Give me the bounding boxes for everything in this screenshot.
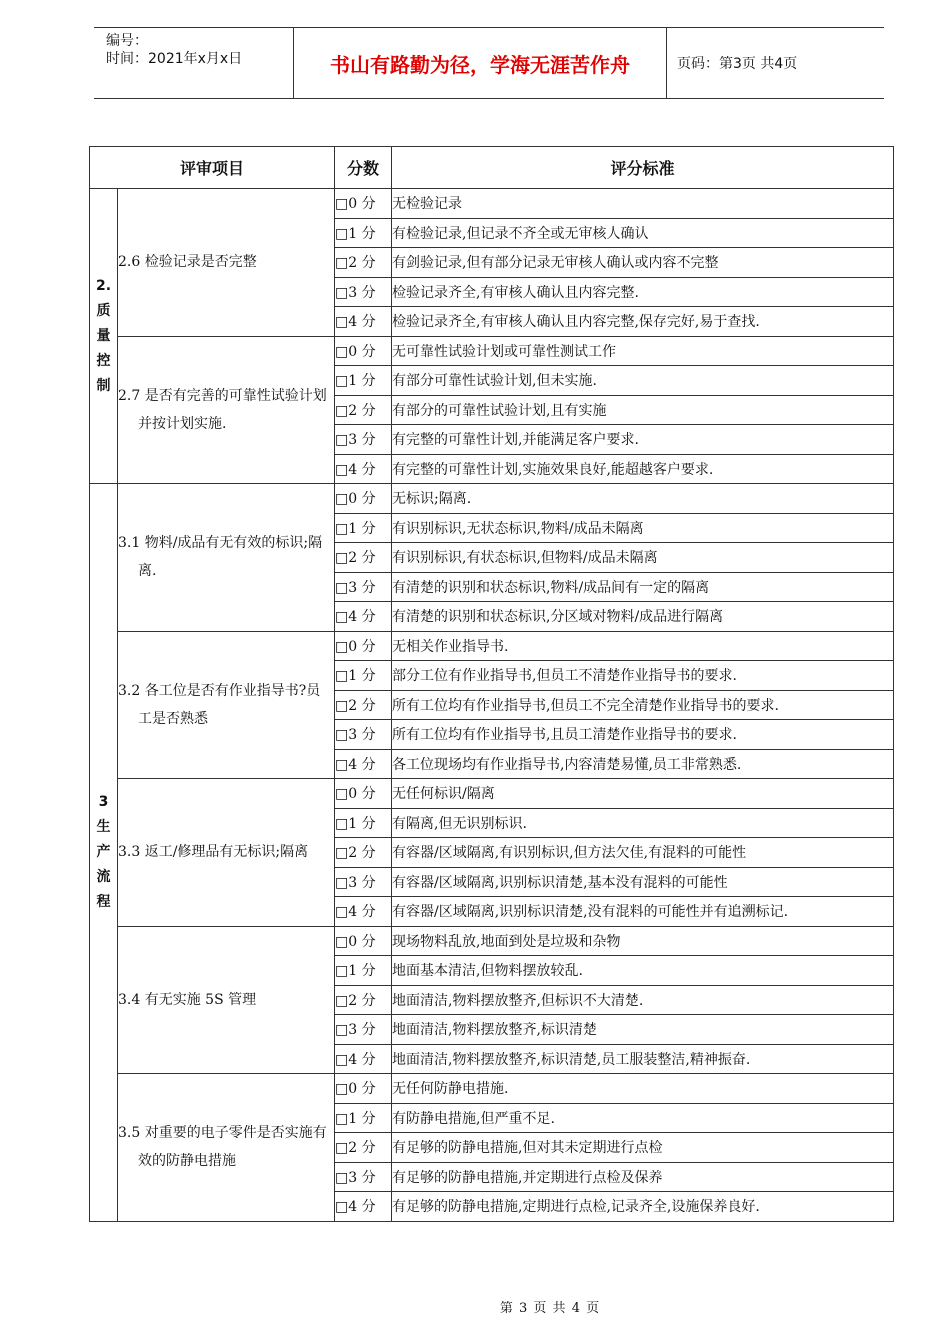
score-option: □4 分: [335, 1192, 392, 1222]
score-option: □3 分: [335, 425, 392, 455]
score-option: □4 分: [335, 307, 392, 337]
criteria-text: 有隔离,但无识别标识.: [392, 808, 894, 838]
score-option: □3 分: [335, 1015, 392, 1045]
table-row: [90, 336, 894, 366]
review-item-cell: [118, 189, 335, 337]
table-header-row: [90, 147, 894, 189]
score-option: □2 分: [335, 1133, 392, 1163]
review-item-title: 3.4 有无实施 5S 管理: [118, 991, 257, 1008]
criteria-text: 有识别标识,无状态标识,物料/成品未隔离: [392, 513, 894, 543]
score-option: □3 分: [335, 572, 392, 602]
score-option: □3 分: [335, 867, 392, 897]
criteria-text: 有足够的防静电措施,并定期进行点检及保养: [392, 1162, 894, 1192]
criteria-text: 现场物料乱放,地面到处是垃圾和杂物: [392, 926, 894, 956]
table-row: [90, 484, 894, 514]
criteria-text: 地面清洁,物料摆放整齐,标识清楚: [392, 1015, 894, 1045]
category-cell: [90, 484, 118, 1222]
score-option: □1 分: [335, 513, 392, 543]
score-option: □0 分: [335, 1074, 392, 1104]
document-header: [94, 27, 884, 99]
table-row: [90, 189, 894, 219]
criteria-text: 地面基本清洁,但物料摆放较乱.: [392, 956, 894, 986]
page-label: 页码：第3页 共4页: [677, 56, 798, 72]
score-option: □0 分: [335, 189, 392, 219]
table-row: [90, 779, 894, 809]
table-body: [90, 189, 894, 1222]
review-item-title: 2.6 检验记录是否完整: [118, 254, 257, 271]
score-option: □4 分: [335, 602, 392, 632]
review-item-title: 3.5 对重要的电子零件是否实施有效的防静电措施: [118, 1125, 327, 1170]
table-row: [90, 1074, 894, 1104]
score-option: □1 分: [335, 1103, 392, 1133]
time-label: 时间：2021年x月x日: [106, 51, 243, 67]
motto: 书山有路勤为径，学海无涯苦作舟: [294, 28, 667, 98]
criteria-text: 无任何标识/隔离: [392, 779, 894, 809]
score-option: □3 分: [335, 277, 392, 307]
criteria-text: 无任何防静电措施.: [392, 1074, 894, 1104]
review-item-title: 3.2 各工位是否有作业指导书?员工是否熟悉: [118, 682, 321, 727]
criteria-text: 无检验记录: [392, 189, 894, 219]
criteria-text: 有容器/区域隔离,识别标识清楚,没有混料的可能性并有追溯标记.: [392, 897, 894, 927]
score-option: □4 分: [335, 1044, 392, 1074]
score-option: □2 分: [335, 543, 392, 573]
criteria-text: 有部分的可靠性试验计划,且有实施: [392, 395, 894, 425]
score-option: □0 分: [335, 336, 392, 366]
category-label: 3生产流程: [96, 793, 111, 910]
table-row: [90, 926, 894, 956]
score-option: □1 分: [335, 661, 392, 691]
score-option: □2 分: [335, 838, 392, 868]
criteria-text: 无标识;隔离.: [392, 484, 894, 514]
header-criteria: 评分标准: [392, 147, 894, 189]
score-option: □3 分: [335, 720, 392, 750]
criteria-text: 地面清洁,物料摆放整齐,但标识不大清楚.: [392, 985, 894, 1015]
criteria-text: 有完整的可靠性计划,实施效果良好,能超越客户要求.: [392, 454, 894, 484]
criteria-text: 有容器/区域隔离,识别标识清楚,基本没有混料的可能性: [392, 867, 894, 897]
review-item-cell: [118, 631, 335, 779]
category-label: 2.质量控制: [95, 277, 112, 394]
header-review-item: 评审项目: [90, 147, 335, 189]
criteria-text: 部分工位有作业指导书,但员工不清楚作业指导书的要求.: [392, 661, 894, 691]
header-meta-cell: [94, 28, 294, 98]
criteria-text: 无可靠性试验计划或可靠性测试工作: [392, 336, 894, 366]
criteria-text: 有清楚的识别和状态标识,分区域对物料/成品进行隔离: [392, 602, 894, 632]
score-option: □0 分: [335, 484, 392, 514]
review-item-cell: [118, 779, 335, 927]
review-item-cell: [118, 336, 335, 484]
review-item-cell: [118, 484, 335, 632]
criteria-text: 有识别标识,有状态标识,但物料/成品未隔离: [392, 543, 894, 573]
score-option: □4 分: [335, 454, 392, 484]
review-item-cell: [118, 1074, 335, 1222]
criteria-text: 有容器/区域隔离,有识别标识,但方法欠佳,有混料的可能性: [392, 838, 894, 868]
score-option: □4 分: [335, 749, 392, 779]
criteria-text: 检验记录齐全,有审核人确认且内容完整,保存完好,易于查找.: [392, 307, 894, 337]
score-option: □2 分: [335, 248, 392, 278]
category-cell: [90, 189, 118, 484]
score-option: □1 分: [335, 218, 392, 248]
score-option: □2 分: [335, 985, 392, 1015]
evaluation-table: [89, 146, 894, 1222]
score-option: □4 分: [335, 897, 392, 927]
criteria-text: 所有工位均有作业指导书,且员工清楚作业指导书的要求.: [392, 720, 894, 750]
criteria-text: 有防静电措施,但严重不足.: [392, 1103, 894, 1133]
score-option: □1 分: [335, 808, 392, 838]
score-option: □0 分: [335, 779, 392, 809]
criteria-text: 无相关作业指导书.: [392, 631, 894, 661]
criteria-text: 各工位现场均有作业指导书,内容清楚易懂,员工非常熟悉.: [392, 749, 894, 779]
score-option: □0 分: [335, 631, 392, 661]
criteria-text: 有剑验记录,但有部分记录无审核人确认或内容不完整: [392, 248, 894, 278]
criteria-text: 有足够的防静电措施,定期进行点检,记录齐全,设施保养良好.: [392, 1192, 894, 1222]
page-footer: 第 3 页 共 4 页: [499, 1301, 601, 1316]
criteria-text: 有检验记录,但记录不齐全或无审核人确认: [392, 218, 894, 248]
review-item-title: 3.3 返工/修理品有无标识;隔离: [118, 844, 309, 861]
criteria-text: 所有工位均有作业指导书,但员工不完全清楚作业指导书的要求.: [392, 690, 894, 720]
criteria-text: 地面清洁,物料摆放整齐,标识清楚,员工服装整洁,精神振奋.: [392, 1044, 894, 1074]
review-item-title: 3.1 物料/成品有无有效的标识;隔离.: [118, 535, 323, 580]
criteria-text: 检验记录齐全,有审核人确认且内容完整.: [392, 277, 894, 307]
score-option: □0 分: [335, 926, 392, 956]
criteria-text: 有部分可靠性试验计划,但未实施.: [392, 366, 894, 396]
criteria-text: 有足够的防静电措施,但对其未定期进行点检: [392, 1133, 894, 1163]
code-label: 编号：: [106, 33, 148, 49]
criteria-text: 有完整的可靠性计划,并能满足客户要求.: [392, 425, 894, 455]
score-option: □2 分: [335, 395, 392, 425]
table-row: [90, 631, 894, 661]
score-option: □1 分: [335, 366, 392, 396]
score-option: □2 分: [335, 690, 392, 720]
review-item-title: 2.7 是否有完善的可靠性试验计划并按计划实施.: [118, 387, 327, 432]
score-option: □1 分: [335, 956, 392, 986]
score-option: □3 分: [335, 1162, 392, 1192]
review-item-cell: [118, 926, 335, 1074]
header-score: 分数: [335, 147, 392, 189]
criteria-text: 有清楚的识别和状态标识,物料/成品间有一定的隔离: [392, 572, 894, 602]
